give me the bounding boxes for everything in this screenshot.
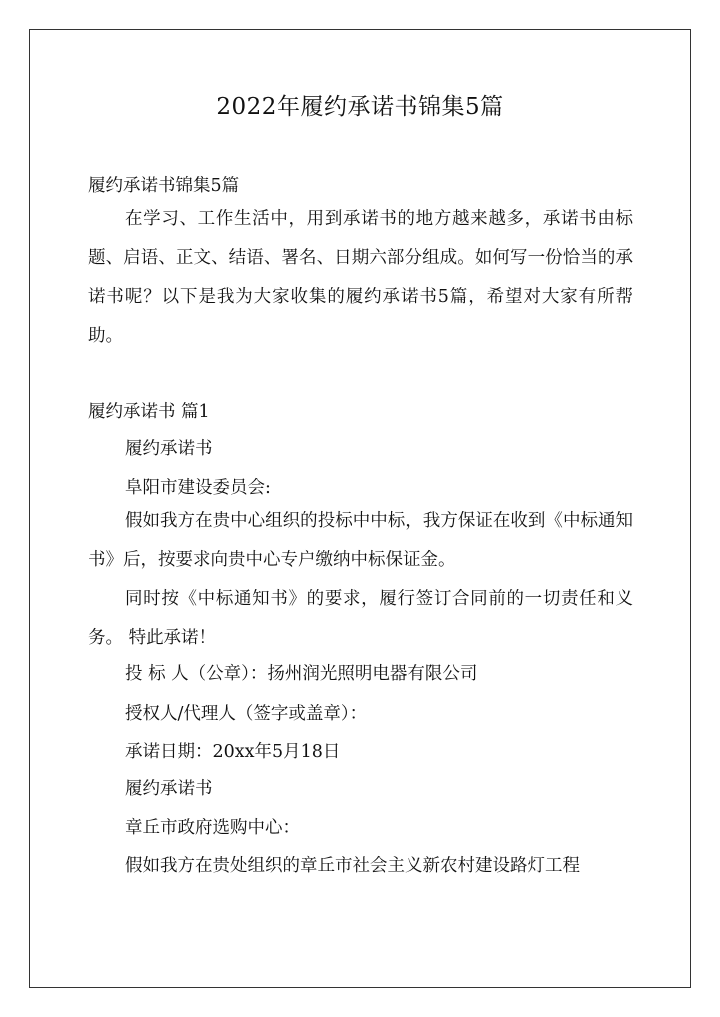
bidder-line: 投 标 人（公章）：扬州润光照明电器有限公司 <box>125 664 478 684</box>
section-heading-1: 履约承诺书 篇1 <box>88 402 210 422</box>
intro-heading: 履约承诺书锦集5篇 <box>88 176 240 196</box>
letter-title: 履约承诺书 <box>125 779 213 799</box>
letter-paragraph: 假如我方在贵处组织的章丘市社会主义新农村建设路灯工程 <box>125 856 580 876</box>
letter-paragraph: 同时按《中标通知书》的要求，履行签订合同前的一切责任和义务。 特此承诺！ <box>88 589 633 648</box>
document-title: 2022年履约承诺书锦集5篇 <box>216 94 504 120</box>
intro-paragraph: 在学习、工作生活中，用到承诺书的地方越来越多，承诺书由标题、启语、正文、结语、署名、日期六部分组成。如何写一份恰当的承诺书呢？以下是我为大家收集的履约承诺书5篇，希望对大家有所帮助。 <box>88 209 633 346</box>
letter-addressee: 章丘市政府选购中心： <box>125 818 300 838</box>
letter-title: 履约承诺书 <box>125 439 213 459</box>
letter-paragraph: 假如我方在贵中心组织的投标中中标，我方保证在收到《中标通知书》后，按要求向贵中心专户缴纳中标保证金。 <box>88 511 633 570</box>
date-line: 承诺日期：20xx年5月18日 <box>125 742 341 762</box>
letter-addressee: 阜阳市建设委员会: <box>125 478 271 498</box>
authorized-line: 授权人/代理人（签字或盖章）： <box>125 704 368 724</box>
